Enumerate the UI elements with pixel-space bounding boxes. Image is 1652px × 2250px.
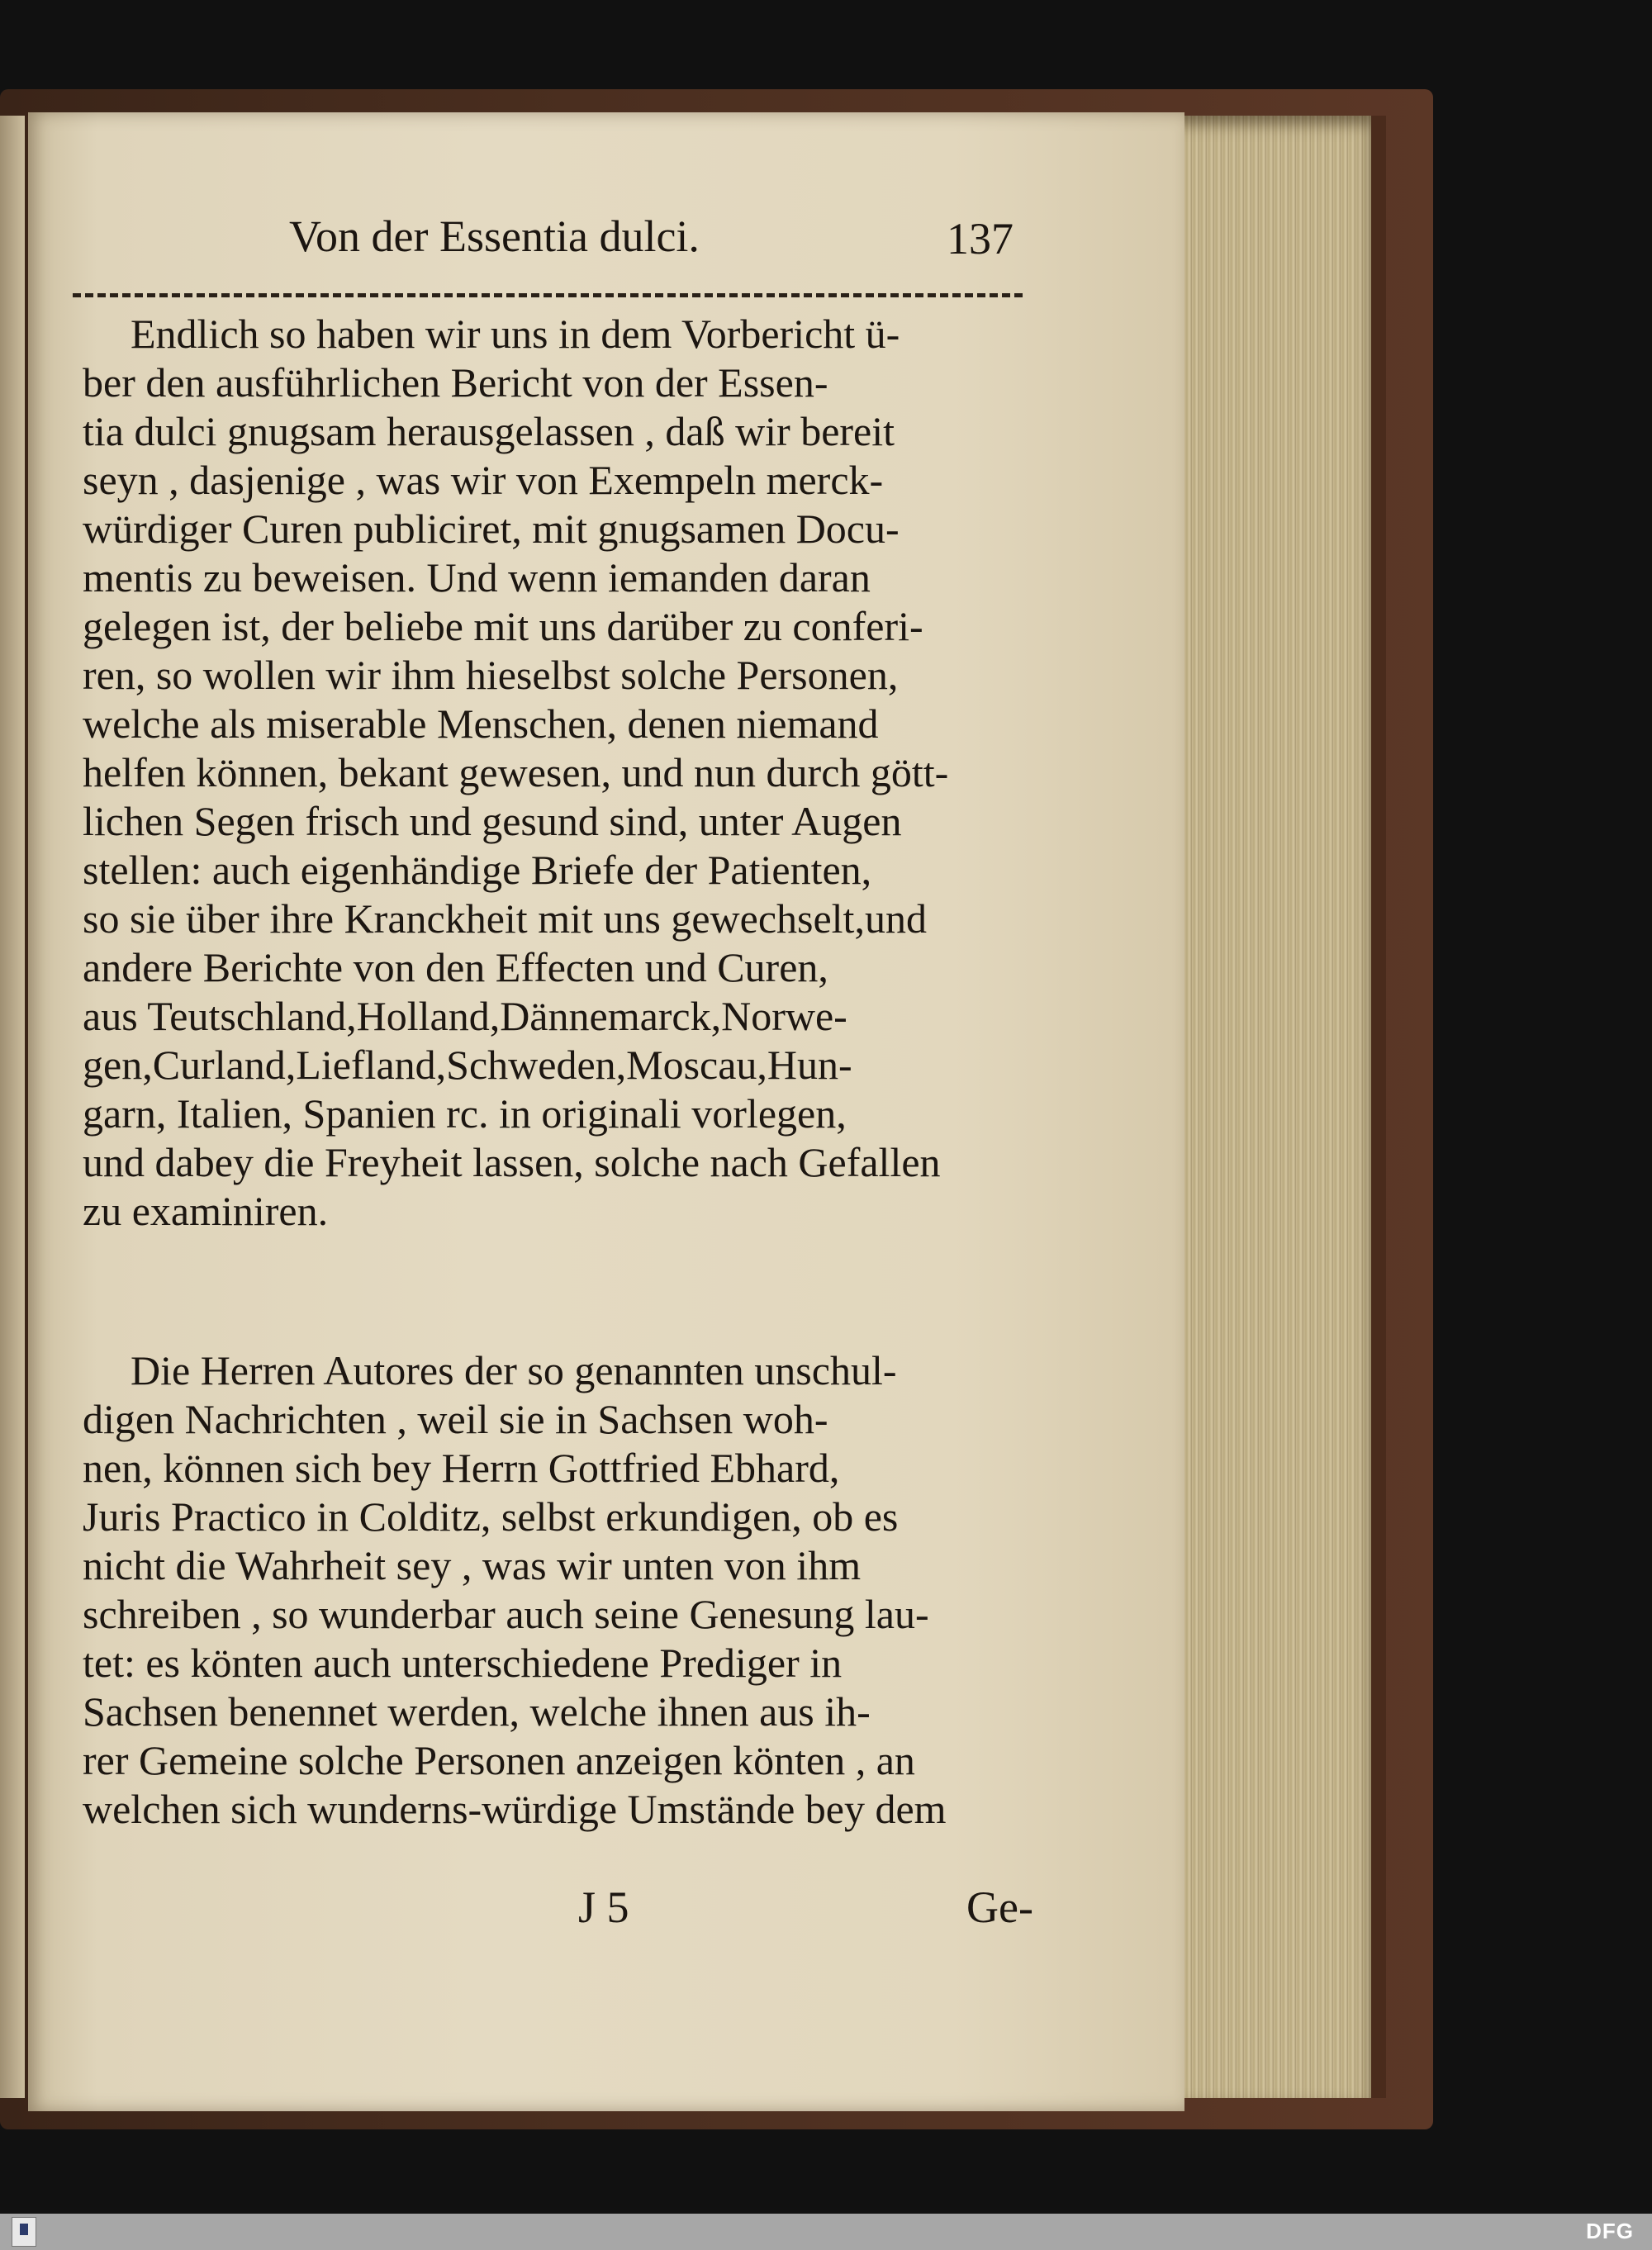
text-line: Sachsen benennet werden, welche ihnen aus ih- bbox=[83, 1688, 871, 1735]
text-line: nen, können sich bey Herrn Gottfried Ebhard, bbox=[83, 1445, 840, 1491]
text-line: digen Nachrichten , weil sie in Sachsen woh- bbox=[83, 1396, 828, 1442]
text-line: ren, so wollen wir ihm hieselbst solche Personen, bbox=[83, 652, 899, 698]
text-line: welche als miserable Menschen, denen niemand bbox=[83, 700, 879, 747]
text-line: Juris Practico in Colditz, selbst erkundigen, ob es bbox=[83, 1493, 899, 1540]
text-line: helfen können, bekant gewesen, und nun durch gött- bbox=[83, 749, 949, 795]
page-footer bbox=[578, 1882, 1033, 1933]
text-line: aus Teutschland,Holland,Dännemarck,Norwe- bbox=[83, 993, 847, 1039]
text-line: Endlich so haben wir uns in dem Vorbericht ü- bbox=[131, 311, 900, 357]
text-line: Die Herren Autores der so genannten unschul- bbox=[131, 1347, 897, 1393]
dfg-logo: DFG bbox=[1586, 2219, 1634, 2243]
text-line: andere Berichte von den Effecten und Curen, bbox=[83, 944, 828, 990]
facing-page-edge bbox=[0, 116, 25, 2098]
page-number: 137 bbox=[947, 214, 1014, 263]
viewer-footer-bar bbox=[0, 2214, 1652, 2250]
library-logo-icon bbox=[12, 2217, 36, 2247]
text-line: so sie über ihre Kranckheit mit uns gewechselt,und bbox=[83, 895, 927, 942]
catchword: Ge- bbox=[966, 1882, 1033, 1932]
text-line: garn, Italien, Spanien rc. in originali vorlegen, bbox=[83, 1090, 847, 1137]
paragraph-1 bbox=[83, 310, 1041, 1236]
header-rule bbox=[73, 293, 1023, 297]
signature-mark: J 5 bbox=[578, 1882, 629, 1932]
text-line: gelegen ist, der beliebe mit uns darüber zu conferi- bbox=[83, 603, 923, 649]
text-line: und dabey die Freyheit lassen, solche nach Gefallen bbox=[83, 1139, 941, 1185]
text-line: rer Gemeine solche Personen anzeigen könten , an bbox=[83, 1737, 915, 1783]
text-line: welchen sich wunderns-würdige Umstände bey dem bbox=[83, 1786, 947, 1832]
text-line: nicht die Wahrheit sey , was wir unten von ihm bbox=[83, 1542, 862, 1588]
running-title: Von der Essentia dulci. bbox=[289, 211, 700, 261]
text-line: mentis zu beweisen. Und wenn iemanden daran bbox=[83, 554, 871, 600]
text-line: ber den ausführlichen Bericht von der Essen- bbox=[83, 359, 828, 406]
text-line: seyn , dasjenige , was wir von Exempeln merck- bbox=[83, 457, 884, 503]
text-line: zu examiniren. bbox=[83, 1188, 329, 1234]
text-line: tia dulci gnugsam herausgelassen , daß wir bereit bbox=[83, 408, 895, 454]
text-line: stellen: auch eigenhändige Briefe der Patienten, bbox=[83, 847, 872, 893]
paragraph-2 bbox=[83, 1346, 1041, 1834]
text-line: lichen Segen frisch und gesund sind, unter Augen bbox=[83, 798, 902, 844]
text-line: würdiger Curen publiciret, mit gnugsamen Docu- bbox=[83, 506, 900, 552]
text-line: gen,Curland,Liefland,Schweden,Moscau,Hun- bbox=[83, 1042, 852, 1088]
text-line: schreiben , so wunderbar auch seine Genesung lau- bbox=[83, 1591, 929, 1637]
text-line: tet: es könten auch unterschiedene Prediger in bbox=[83, 1640, 843, 1686]
